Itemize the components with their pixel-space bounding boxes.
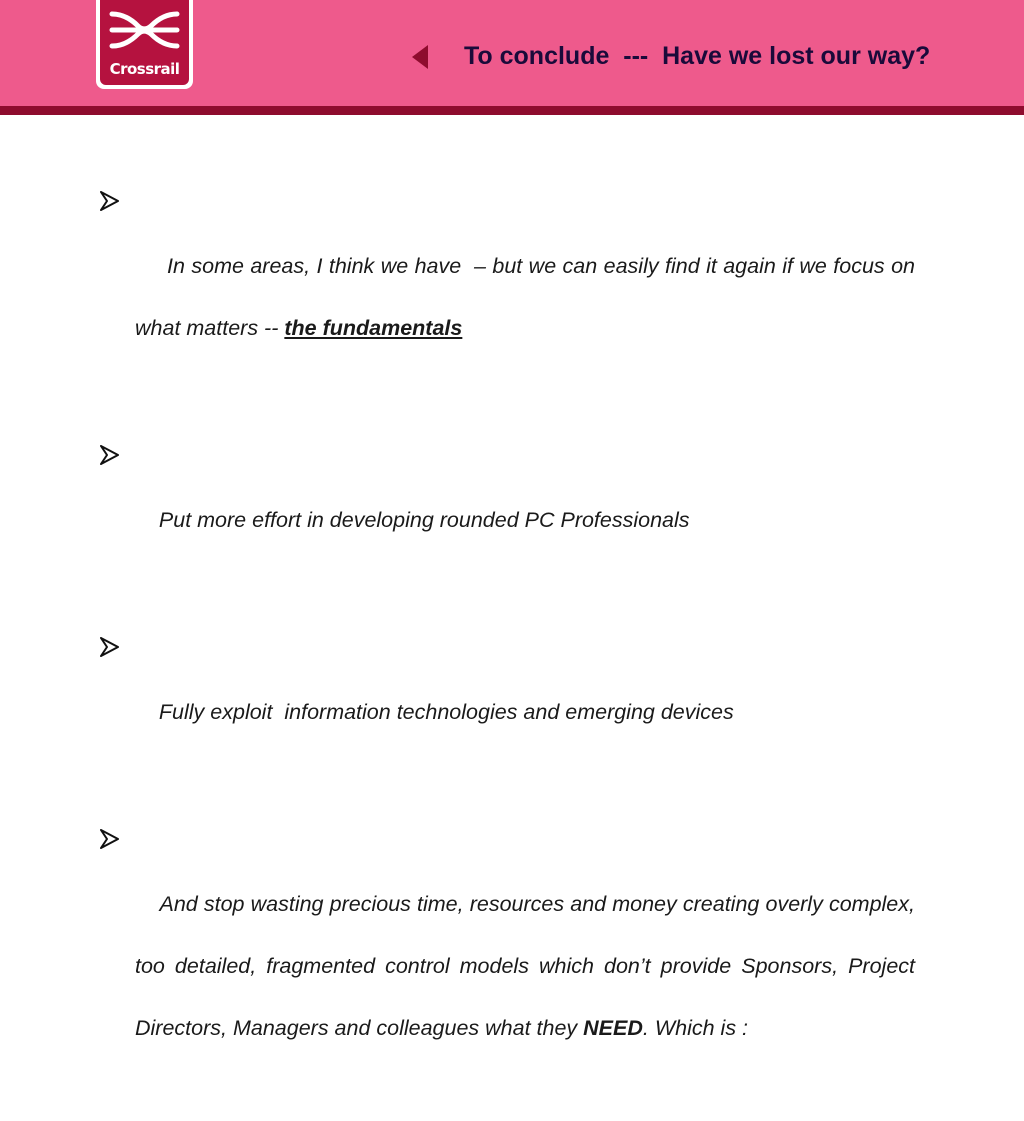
bullet-text: Put more effort in developing rounded PC Professionals bbox=[158, 508, 690, 532]
bullet-item bbox=[100, 811, 921, 1121]
bullet-text: And stop wasting precious time, resources and money creating overly complex, too detailed, fragmented control models which don’t provide Sponsors, Project Directors, Managers and colleagues what they bbox=[135, 892, 921, 1040]
crossrail-roundel-icon bbox=[108, 8, 181, 52]
slide-title: To conclude --- Have we lost our way? bbox=[464, 42, 931, 70]
crossrail-logo bbox=[96, 0, 193, 89]
need-emphasis: NEED bbox=[583, 1016, 643, 1040]
bullet-item bbox=[100, 173, 921, 421]
bullet-item bbox=[100, 619, 915, 805]
bullet-list bbox=[100, 173, 921, 1121]
logo-badge bbox=[100, 0, 189, 85]
logo-wordmark: Crossrail bbox=[109, 60, 180, 78]
bullet-text: Fully exploit information technologies and emerging devices bbox=[158, 700, 734, 724]
arrow-bullet-icon bbox=[100, 637, 120, 657]
bullet-text: In some areas, I think we have – but we can easily find it again if we focus on what matters -- bbox=[135, 254, 921, 340]
bullet-tail: . Which is : bbox=[642, 1016, 749, 1040]
arrow-bullet-icon bbox=[100, 191, 120, 211]
fundamentals-emphasis: the fundamentals bbox=[284, 316, 463, 340]
header-divider bbox=[0, 106, 1024, 115]
triangle-left-icon[interactable] bbox=[408, 44, 432, 70]
bullet-item bbox=[100, 427, 915, 613]
arrow-bullet-icon bbox=[100, 829, 120, 849]
arrow-bullet-icon bbox=[100, 445, 120, 465]
